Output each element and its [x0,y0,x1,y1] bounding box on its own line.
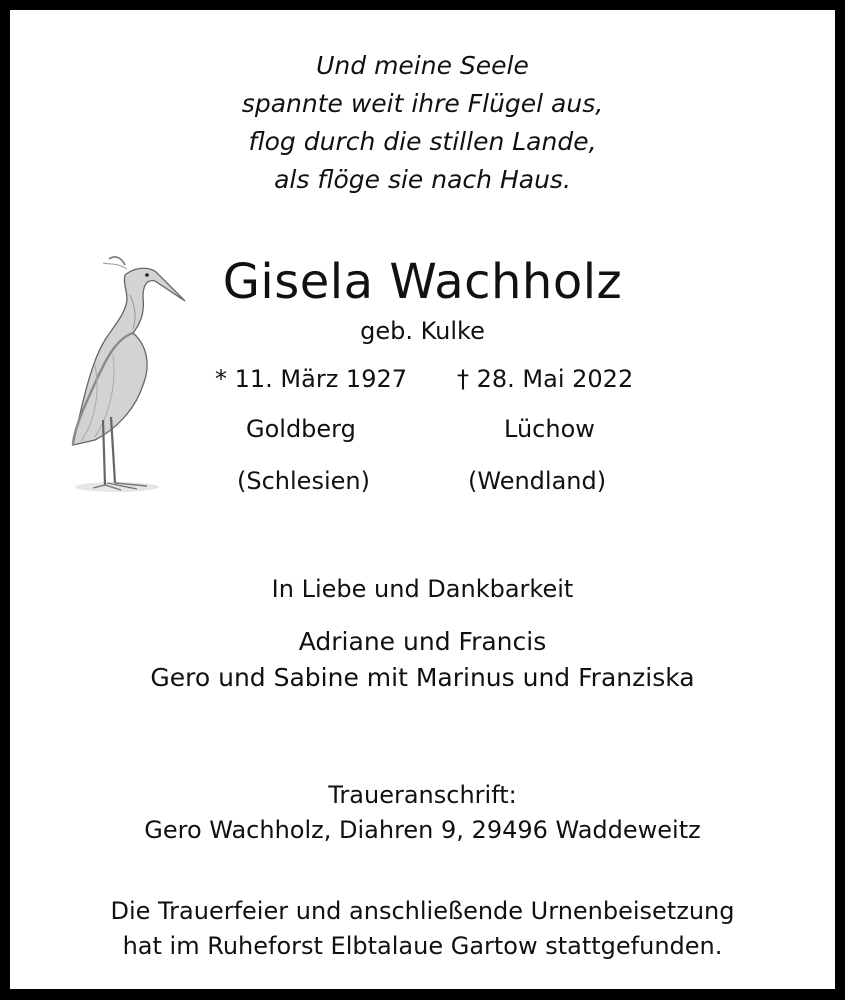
deceased-name: Gisela Wachholz [222,254,623,310]
ceremony-line: hat im Ruheforst Elbtalaue Gartow stattgefunden. [122,932,723,960]
ceremony-line: Die Trauerfeier und anschließende Urnenbeisetzung [110,897,735,925]
address-label: Traueranschrift: [328,781,517,809]
poem-line: flog durch die stillen Lande, [248,127,597,156]
death-region: (Wendland) [468,467,607,495]
death-place: Lüchow [504,415,595,443]
maiden-name: geb. Kulke [360,317,485,345]
address-value: Gero Wachholz, Diahren 9, 29496 Waddeweitz [144,816,701,844]
poem-line: Und meine Seele [316,51,529,80]
thanks-heading: In Liebe und Dankbarkeit [271,575,574,603]
death-date: † 28. Mai 2022 [457,365,634,393]
poem-line: als flöge sie nach Haus. [274,165,571,194]
poem-line: spannte weit ihre Flügel aus, [241,89,604,118]
mourner-line: Adriane und Francis [298,627,547,656]
birth-date: * 11. März 1927 [215,365,408,393]
obituary-card [10,10,835,989]
birth-place: Goldberg [246,415,356,443]
mourner-line: Gero und Sabine mit Marinus und Franziska [150,663,695,692]
birth-region: (Schlesien) [237,467,370,495]
